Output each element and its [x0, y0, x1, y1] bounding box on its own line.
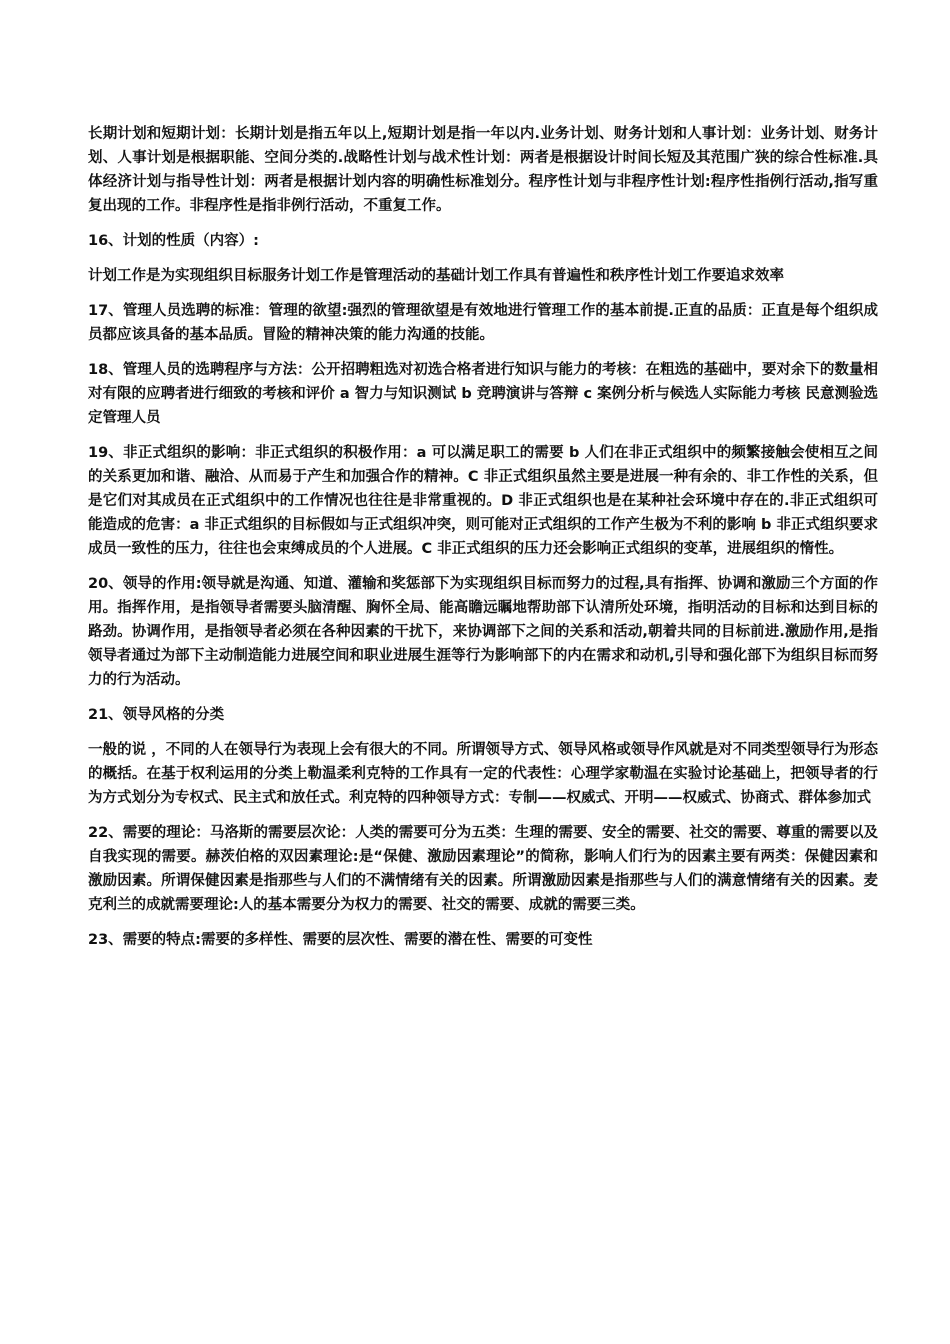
document-body — [88, 122, 878, 963]
paragraph-22-needs-theory: 22、需要的理论：马洛斯的需要层次论：人类的需要可分为五类：生理的需要、安全的需要、社交的需要、尊重的需要以及自我实现的需要。赫茨伯格的双因素理论:是“保健、激励因素理论”的简称，影响人们行为的因素主要有两类：保健因素和激励因素。所谓保健因素是指那些与人们的不满情绪有关的因素。所谓激励因素是指那些与人们的满意情绪有关的因素。麦克利兰的成就需要理论:人的基本需要分为权力的需要、社交的需要、成就的需要三类。 — [88, 825, 878, 913]
paragraph-18-selection-procedure: 18、管理人员的选聘程序与方法：公开招聘粗选对初选合格者进行知识与能力的考核：在粗选的基础中，要对余下的数量相对有限的应聘者进行细致的考核和评价 a 智力与知识测试 b 竞聘演讲与答辩 c 案例分析与候选人实际能力考核 民意测验选定管理人员 — [88, 362, 878, 426]
heading-16-plan-nature: 16、计划的性质（内容）: — [88, 233, 259, 249]
paragraph-20-leadership-role: 20、领导的作用:领导就是沟通、知道、灌输和奖惩部下为实现组织目标而努力的过程,具有指挥、协调和激励三个方面的作用。指挥作用，是指领导者需要头脑清醒、胸怀全局、能高瞻远瞩地帮助部下认清所处环境，指明活动的目标和达到目标的路劲。协调作用，是指领导者必须在各种因素的干扰下，来协调部下之间的关系和活动,朝着共同的目标前进.激励作用,是指领导者通过为部下主动制造能力进展空间和职业进展生涯等行为影响部下的内在需求和动机,引导和强化部下为组织目标而努力的行为活动。 — [88, 576, 878, 688]
paragraph-19-informal-organization: 19、非正式组织的影响：非正式组织的积极作用：a 可以满足职工的需要 b 人们在非正式组织中的频繁接触会使相互之间的关系更加和谐、融洽、从而易于产生和加强合作的精神。C 非正式组织虽然主要是进展一种有余的、非工作性的关系，但是它们对其成员在正式组织中的工作情况也往往是非常重视的。D 非正式组织也是在某种社会环境中存在的.非正式组织可能造成的危害：a 非正式组织的目标假如与正式组织冲突，则可能对正式组织的工作产生极为不利的影响 b 非正式组织要求成员一致性的压力，往往也会束缚成员的个人进展。C 非正式组织的压力还会影响正式组织的变革，进展组织的惰性。 — [88, 445, 878, 557]
paragraph-plan-nature: 计划工作是为实现组织目标服务计划工作是管理活动的基础计划工作具有普遍性和秩序性计划工作要追求效率 — [88, 268, 784, 284]
paragraph-leadership-styles: 一般的说 ，不同的人在领导行为表现上会有很大的不同。所谓领导方式、领导风格或领导作风就是对不同类型领导行为形态的概括。在基于权利运用的分类上勒温柔利克特的工作具有一定的代表性：心理学家勒温在实验讨论基础上，把领导者的行为方式划分为专权式、民主式和放任式。利克特的四种领导方式：专制——权威式、开明——权威式、协商式、群体参加式 — [88, 742, 878, 806]
paragraph-23-needs-features: 23、需要的特点:需要的多样性、需要的层次性、需要的潜在性、需要的可变性 — [88, 932, 593, 948]
heading-21-leadership-styles: 21、领导风格的分类 — [88, 707, 225, 723]
paragraph-17-selection-criteria: 17、管理人员选聘的标准：管理的欲望:强烈的管理欲望是有效地进行管理工作的基本前提.正直的品质：正直是每个组织成员都应该具备的基本品质。冒险的精神决策的能力沟通的技能。 — [88, 303, 878, 343]
paragraph-plan-types: 长期计划和短期计划：长期计划是指五年以上,短期计划是指一年以内.业务计划、财务计划和人事计划：业务计划、财务计划、人事计划是根据职能、空间分类的.战略性计划与战术性计划：两者是根据设计时间长短及其范围广狭的综合性标准.具体经济计划与指导性计划：两者是根据计划内容的明确性标准划分。程序性计划与非程序性计划:程序性指例行活动,指写重复出现的工作。非程序性是指非例行活动，不重复工作。 — [88, 126, 878, 214]
